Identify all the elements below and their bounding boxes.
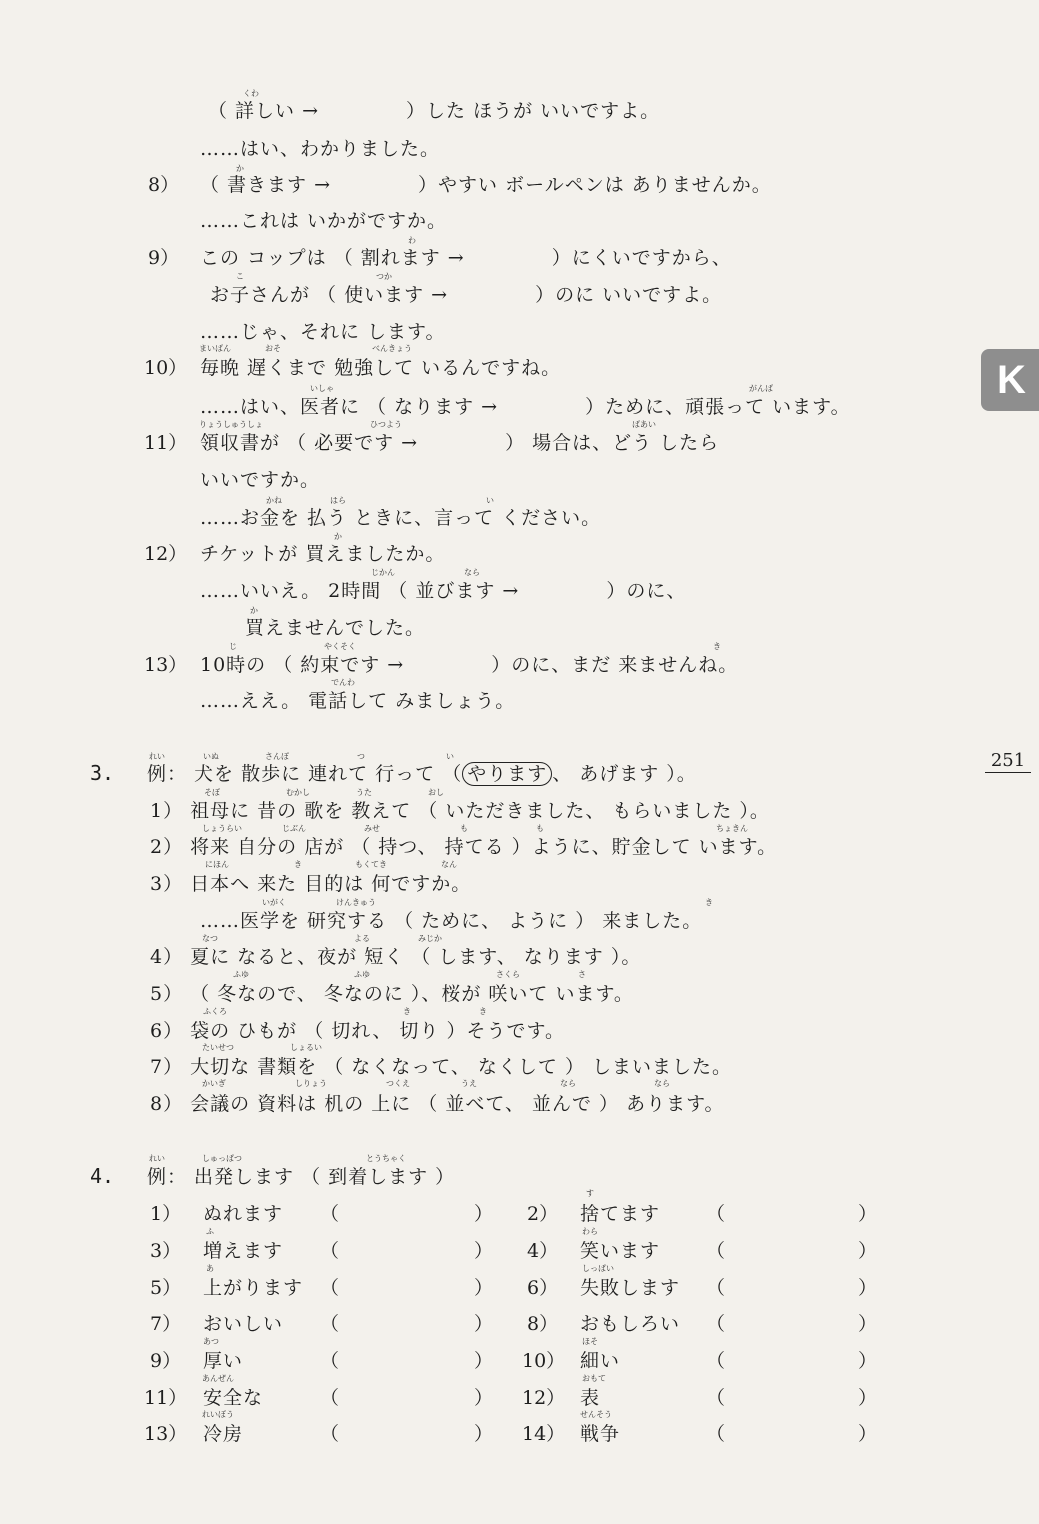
furigana: やくそく xyxy=(324,642,356,651)
item-number: 2） xyxy=(527,1203,559,1225)
exercise-line: ……これは いかがですか。 xyxy=(200,210,448,232)
furigana: うた xyxy=(356,788,372,797)
furigana: か xyxy=(250,606,258,615)
exercise-line: この コップは （ 割れます → ）にくいですから、 xyxy=(200,247,732,269)
furigana: かね xyxy=(266,496,282,505)
furigana: いがく xyxy=(262,898,286,907)
furigana: あんぜん xyxy=(202,1374,234,1383)
furigana: ばあい xyxy=(632,420,656,429)
furigana: き xyxy=(403,1007,411,1016)
example-text: 例： 犬を 散歩に 連れて 行って （ xyxy=(147,763,463,785)
furigana: べんきょう xyxy=(372,344,412,353)
furigana: さ xyxy=(578,970,586,979)
furigana: じ xyxy=(229,642,237,651)
furigana: がんば xyxy=(749,384,773,393)
item-word: おもしろい xyxy=(580,1313,681,1335)
furigana: き xyxy=(294,860,302,869)
answer-close-paren: ） xyxy=(858,1240,879,1262)
answer-open-paren: （ xyxy=(320,1277,341,1299)
furigana: しっぱい xyxy=(582,1264,614,1273)
answer-close-paren: ） xyxy=(858,1350,879,1372)
section-3-example xyxy=(147,759,697,786)
furigana: おそ xyxy=(265,344,281,353)
page-number: 251 xyxy=(985,750,1031,773)
furigana: しょるい xyxy=(290,1043,322,1052)
item-number: 11） xyxy=(144,432,188,454)
exercise-line: 4） 夏に なると、夜が 短く （ します、 なります ）。 xyxy=(150,946,642,968)
furigana: くわ xyxy=(243,89,259,98)
item-word: 笑います xyxy=(580,1240,661,1262)
furigana: みじか xyxy=(418,934,442,943)
answer-open-paren: （ xyxy=(320,1387,341,1409)
exercise-line: ……ええ。 電話して みましょう。 xyxy=(200,690,516,712)
furigana: き xyxy=(479,1007,487,1016)
exercise-line: 7） 大切な 書類を （ なくなって、 なくして ） しまいました。 xyxy=(150,1056,732,1078)
item-word: 増えます xyxy=(203,1240,284,1262)
item-number: 12） xyxy=(522,1387,566,1409)
item-number: 8） xyxy=(527,1313,559,1335)
exercise-line: 買えませんでした。 xyxy=(245,617,426,639)
item-number: 7） xyxy=(150,1313,182,1335)
exercise-line: 6） 袋の ひもが （ 切れ、 切り ）そうです。 xyxy=(150,1020,565,1042)
exercise-line: いいですか。 xyxy=(200,469,321,491)
item-word: 冷房 xyxy=(203,1423,244,1445)
section-4-example: 例： 出発します （ 到着します ） xyxy=(147,1166,456,1188)
furigana: き xyxy=(705,898,713,907)
item-number: 14） xyxy=(522,1423,566,1445)
item-word: 厚い xyxy=(203,1350,244,1372)
furigana: あ xyxy=(206,1264,214,1273)
answer-close-paren: ） xyxy=(474,1240,495,1262)
answer-close-paren: ） xyxy=(474,1203,495,1225)
answer-open-paren: （ xyxy=(706,1240,727,1262)
furigana: みせ xyxy=(364,824,380,833)
exercise-line: 2） 将来 自分の 店が （ 持つ、 持てる ）ように、貯金して います。 xyxy=(150,836,778,858)
furigana: りょうしゅうしょ xyxy=(199,420,263,429)
item-number: 5） xyxy=(150,1277,182,1299)
item-word: 失敗します xyxy=(580,1277,681,1299)
item-number: 13） xyxy=(144,1423,188,1445)
furigana: か xyxy=(334,532,342,541)
exercise-line: ……はい、わかりました。 xyxy=(200,138,441,160)
answer-open-paren: （ xyxy=(320,1203,341,1225)
answer-close-paren: ） xyxy=(858,1423,879,1445)
answer-close-paren: ） xyxy=(858,1387,879,1409)
furigana: むかし xyxy=(286,788,310,797)
furigana: なつ xyxy=(202,934,218,943)
furigana: はら xyxy=(330,496,346,505)
exercise-line: 5） （ 冬なので、 冬なのに ）、桜が 咲いて います。 xyxy=(150,983,634,1005)
furigana: ほそ xyxy=(582,1337,598,1346)
furigana: かいぎ xyxy=(202,1079,226,1088)
item-word: 安全な xyxy=(203,1387,264,1409)
furigana: なら xyxy=(464,568,480,577)
exercise-line: 1） 祖母に 昔の 歌を 教えて （ いただきました、 もらいました ）。 xyxy=(150,800,770,822)
furigana: いしゃ xyxy=(310,384,334,393)
answer-close-paren: ） xyxy=(474,1277,495,1299)
item-number: 10） xyxy=(144,357,188,379)
circled-answer: やります xyxy=(462,762,552,786)
furigana: しょうらい xyxy=(202,824,242,833)
furigana: れい xyxy=(149,752,165,761)
furigana: も xyxy=(536,824,544,833)
answer-open-paren: （ xyxy=(320,1423,341,1445)
exercise-line: 領収書が （ 必要です → ） 場合は、どう したら xyxy=(200,432,720,454)
section-4-number: 4. xyxy=(90,1164,115,1188)
furigana: まいばん xyxy=(199,344,231,353)
exercise-line: ……はい、医者に （ なります → ）ために、頑張って います。 xyxy=(200,396,851,418)
answer-open-paren: （ xyxy=(706,1313,727,1335)
furigana: つか xyxy=(376,272,392,281)
answer-close-paren: ） xyxy=(858,1203,879,1225)
item-number: 13） xyxy=(144,654,188,676)
item-number: 9） xyxy=(150,1350,182,1372)
furigana: わら xyxy=(582,1227,598,1236)
furigana: じぶん xyxy=(282,824,306,833)
exercise-line: ……医学を 研究する （ ために、 ように ） 来ました。 xyxy=(200,910,703,932)
furigana: こ xyxy=(236,272,244,281)
furigana: とうちゃく xyxy=(366,1154,406,1163)
furigana: いぬ xyxy=(203,752,219,761)
furigana: き xyxy=(713,642,721,651)
furigana: さんぽ xyxy=(265,752,289,761)
answer-open-paren: （ xyxy=(320,1240,341,1262)
furigana: れいぼう xyxy=(202,1410,234,1419)
exercise-line: チケットが 買えましたか。 xyxy=(200,543,446,565)
section-tab: K xyxy=(981,349,1039,411)
furigana: つくえ xyxy=(386,1079,410,1088)
furigana: ふゆ xyxy=(233,970,249,979)
furigana: ひつよう xyxy=(370,420,402,429)
furigana: たいせつ xyxy=(202,1043,234,1052)
furigana: おもて xyxy=(582,1374,606,1383)
furigana: ふくろ xyxy=(203,1007,227,1016)
section-3-number: 3. xyxy=(90,761,115,785)
furigana: い xyxy=(486,496,494,505)
answer-close-paren: ） xyxy=(474,1387,495,1409)
exercise-line: 10時の （ 約束です → ）のに、まだ 来ませんね。 xyxy=(200,654,739,676)
furigana: せんそう xyxy=(580,1410,612,1419)
furigana: しゅっぱつ xyxy=(202,1154,242,1163)
furigana: そぼ xyxy=(204,788,220,797)
exercise-line: 3） 日本へ 来た 目的は 何ですか。 xyxy=(150,873,472,895)
furigana: なん xyxy=(441,860,457,869)
item-number: 8） xyxy=(148,174,180,196)
furigana: けんきゅう xyxy=(336,898,376,907)
answer-open-paren: （ xyxy=(706,1203,727,1225)
item-word: 捨てます xyxy=(580,1203,661,1225)
item-number: 4） xyxy=(527,1240,559,1262)
furigana: す xyxy=(586,1189,594,1198)
answer-open-paren: （ xyxy=(320,1350,341,1372)
item-number: 11） xyxy=(144,1387,188,1409)
answer-close-paren: ） xyxy=(474,1350,495,1372)
answer-open-paren: （ xyxy=(706,1350,727,1372)
item-number: 10） xyxy=(522,1350,566,1372)
item-word: 表 xyxy=(580,1387,601,1409)
item-word: 細い xyxy=(580,1350,621,1372)
furigana: じかん xyxy=(371,568,395,577)
exercise-line: （ 書きます → ）やすい ボールペンは ありませんか。 xyxy=(200,174,772,196)
example-tail: 、 あげます ）。 xyxy=(552,763,697,785)
exercise-line: ……お金を 払う ときに、言って ください。 xyxy=(200,507,602,529)
furigana: なら xyxy=(560,1079,576,1088)
furigana: しりょう xyxy=(295,1079,327,1088)
furigana: れい xyxy=(149,1154,165,1163)
furigana: なら xyxy=(654,1079,670,1088)
exercise-line: 毎晩 遅くまで 勉強して いるんですね。 xyxy=(200,357,562,379)
furigana: つ xyxy=(357,752,365,761)
item-word: 戦争 xyxy=(580,1423,621,1445)
furigana: わ xyxy=(408,236,416,245)
furigana: ふ xyxy=(206,1227,214,1236)
answer-close-paren: ） xyxy=(858,1313,879,1335)
furigana: か xyxy=(236,164,244,173)
answer-close-paren: ） xyxy=(858,1277,879,1299)
furigana: おし xyxy=(428,788,444,797)
answer-open-paren: （ xyxy=(706,1423,727,1445)
exercise-line: （ 詳しい → ）した ほうが いいですよ。 xyxy=(208,100,661,122)
answer-open-paren: （ xyxy=(320,1313,341,1335)
furigana: にほん xyxy=(205,860,229,869)
item-number: 6） xyxy=(527,1277,559,1299)
item-number: 12） xyxy=(144,543,188,565)
item-number: 1） xyxy=(150,1203,182,1225)
furigana: よる xyxy=(354,934,370,943)
item-word: 上がります xyxy=(203,1277,304,1299)
exercise-line: 8） 会議の 資料は 机の 上に （ 並べて、 並んで ） あります。 xyxy=(150,1093,725,1115)
answer-open-paren: （ xyxy=(706,1277,727,1299)
furigana: うえ xyxy=(461,1079,477,1088)
answer-close-paren: ） xyxy=(474,1423,495,1445)
item-word: ぬれます xyxy=(203,1203,284,1225)
item-word: おいしい xyxy=(203,1313,284,1335)
item-number: 9） xyxy=(148,247,180,269)
answer-close-paren: ） xyxy=(474,1313,495,1335)
exercise-line: お子さんが （ 使います → ）のに いいですよ。 xyxy=(210,284,723,306)
item-number: 3） xyxy=(150,1240,182,1262)
furigana: ちょきん xyxy=(716,824,748,833)
furigana: ふゆ xyxy=(354,970,370,979)
furigana: でんわ xyxy=(331,678,355,687)
answer-open-paren: （ xyxy=(706,1387,727,1409)
furigana: も xyxy=(460,824,468,833)
furigana: い xyxy=(446,752,454,761)
furigana: あつ xyxy=(203,1337,219,1346)
exercise-line: ……いいえ。 2時間 （ 並びます → ）のに、 xyxy=(200,580,687,602)
furigana: もくてき xyxy=(355,860,387,869)
exercise-line: ……じゃ、それに します。 xyxy=(200,321,446,343)
furigana: さくら xyxy=(496,970,520,979)
